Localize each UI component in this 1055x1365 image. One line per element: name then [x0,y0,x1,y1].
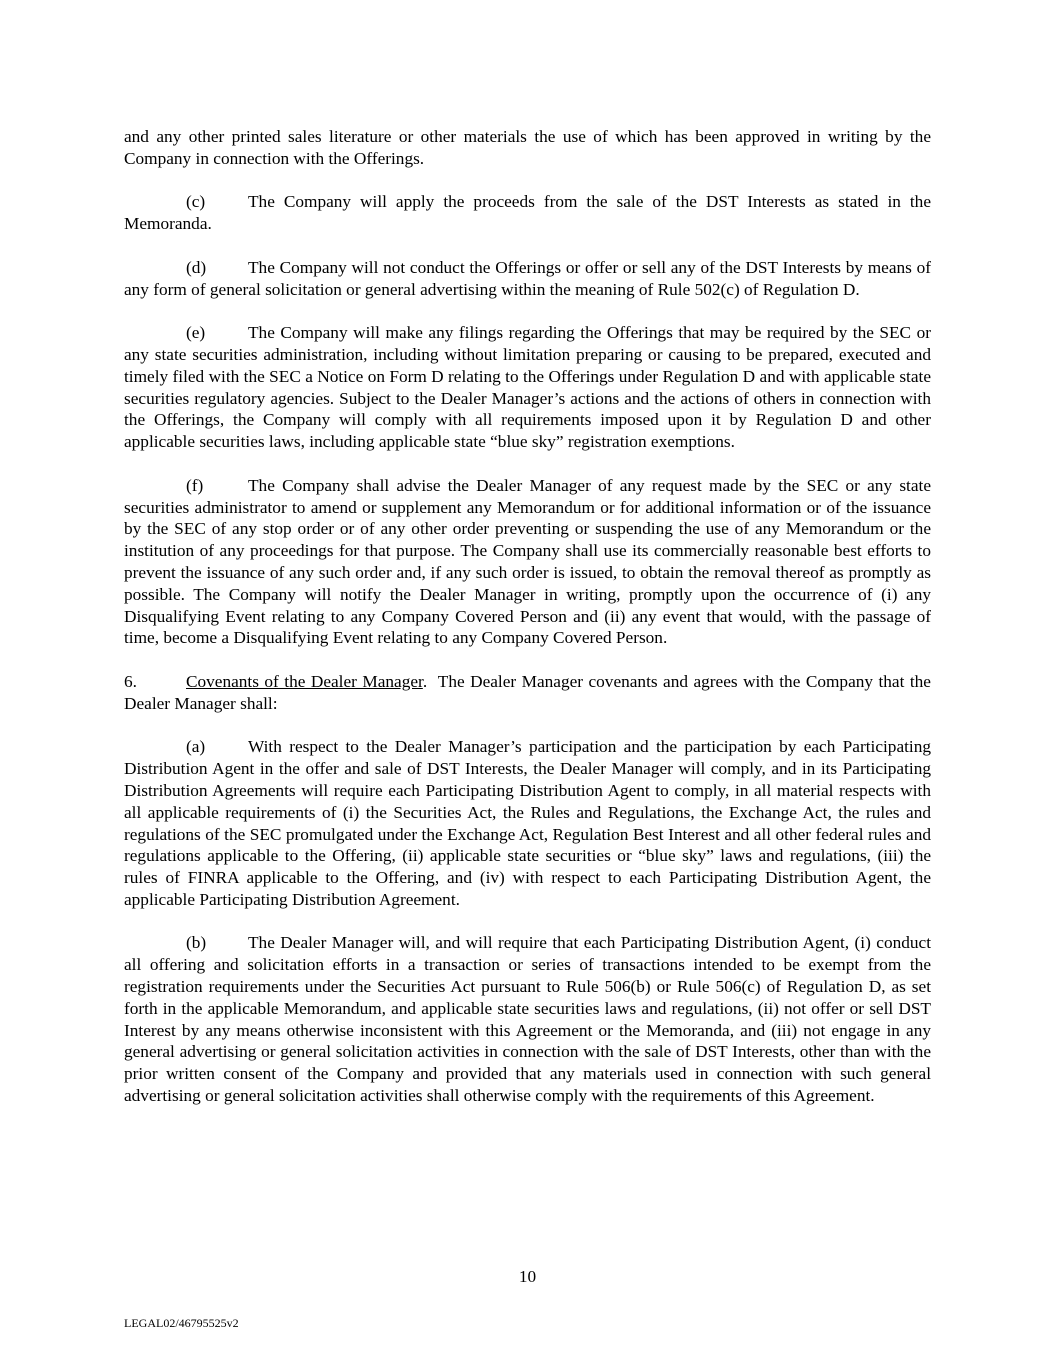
paragraph-text: The Company will apply the proceeds from the sale of the DST Interests as stated in the Memoranda. [124,192,931,234]
paragraph-text: With respect to the Dealer Manager’s participation and the participation by each Participating Distribution Agent in the offer and sale of DST Interests, the Dealer Manager will comply, and in its Participating Distribution Agreements will require each Participating Distribution Agent to comply, in all material respects with all applicable requirements of (i) the Securities Act, the Rules and Regulations, the Exchange Act, the rules and regulations of the SEC promulgated under the Exchange Act, Regulation Best Interest and all other federal rules and regulations applicable to the Offering, (ii) applicable state securities or “blue sky” laws and regulations, (iii) the rules of FINRA applicable to the Offering, and (iv) with respect to each Participating Distribution Agent, the applicable Participating Distribution Agreement. [124,737,931,909]
paragraph-marker: (c) [186,192,206,212]
paragraph-marker: (e) [186,323,206,343]
paragraph-f [124,475,931,649]
section-6-item-b [124,932,931,1106]
section-title: Covenants of the Dealer Manager [186,671,423,691]
section-6-heading [124,671,931,715]
page-number: 10 [518,1267,537,1286]
section-title-punct: . [422,671,428,691]
section-intro-text: The Dealer Manager covenants and agrees with the Company that the Dealer Manager shall: [124,671,931,713]
paragraph-d [124,257,931,301]
paragraph-e [124,322,931,453]
paragraph-text: The Company will make any filings regarding the Offerings that may be required by the SEC or any state securities administration, including without limitation preparing or causing to be prepared, executed and timely filed with the SEC a Notice on Form D relating to the Offerings under Regulation D and with applicable state securities regulatory agencies. Subject to the Dealer Manager’s actions and the actions of others in connection with the Offerings, the Company will comply with all requirements imposed upon it by Regulation D and other applicable securities laws, including applicable state “blue sky” registration exemptions. [124,323,931,452]
paragraph-c [124,191,931,235]
section-6-item-a [124,736,931,910]
paragraph-marker: (f) [186,475,204,495]
section-number: 6. [124,671,137,691]
paragraph-marker: (a) [186,737,206,757]
paragraph-text: The Dealer Manager will, and will require that each Participating Distribution Agent, (i) conduct all offering and solicitation efforts in a transaction or series of transactions intended to be exempt from the registration requirements under the Securities Act pursuant to Rule 506(b) or Rule 506(c) of Regulation D, as set forth in the applicable Memorandum, and applicable state securities laws and regulations, (ii) not offer or sell DST Interest by any means otherwise inconsistent with this Agreement or the Memoranda, and (iii) not engage in any general advertising or general solicitation activities in connection with the sale of DST Interests, other than with the prior written consent of the Company and provided that any materials used in connection with such general advertising or general solicitation activities shall otherwise comply with the requirements of this Agreement. [124,933,931,1106]
paragraph-text: The Company will not conduct the Offerings or offer or sell any of the DST Interests by means of any form of general solicitation or general advertising within the meaning of Rule 502(c) of Regulation D. [124,257,931,299]
document-body [124,126,931,1129]
paragraph-marker: (d) [186,257,207,277]
paragraph-marker: (b) [186,933,207,953]
paragraph-continuation: and any other printed sales literature or other materials the use of which has been approved in writing by the Company in connection with the Offerings. [124,127,931,168]
paragraph-text: The Company shall advise the Dealer Manager of any request made by the SEC or any state securities administrator to amend or supplement any Memorandum or for additional information or of the issuance by the SEC of any stop order or of any other order preventing or suspending the use of any Memorandum or the institution of any proceedings for that purpose. The Company shall use its commercially reasonable best efforts to prevent the issuance of any such order and, if any such order is issued, to obtain the removal thereof as promptly as possible. The Company will notify the Dealer Manager in writing, promptly upon the occurrence of (i) any Disqualifying Event relating to any Company Covered Person and (ii) any event that would, with the passage of time, become a Disqualifying Event relating to any Company Covered Person. [124,475,931,648]
document-id: LEGAL02/46795525v2 [124,1316,239,1330]
